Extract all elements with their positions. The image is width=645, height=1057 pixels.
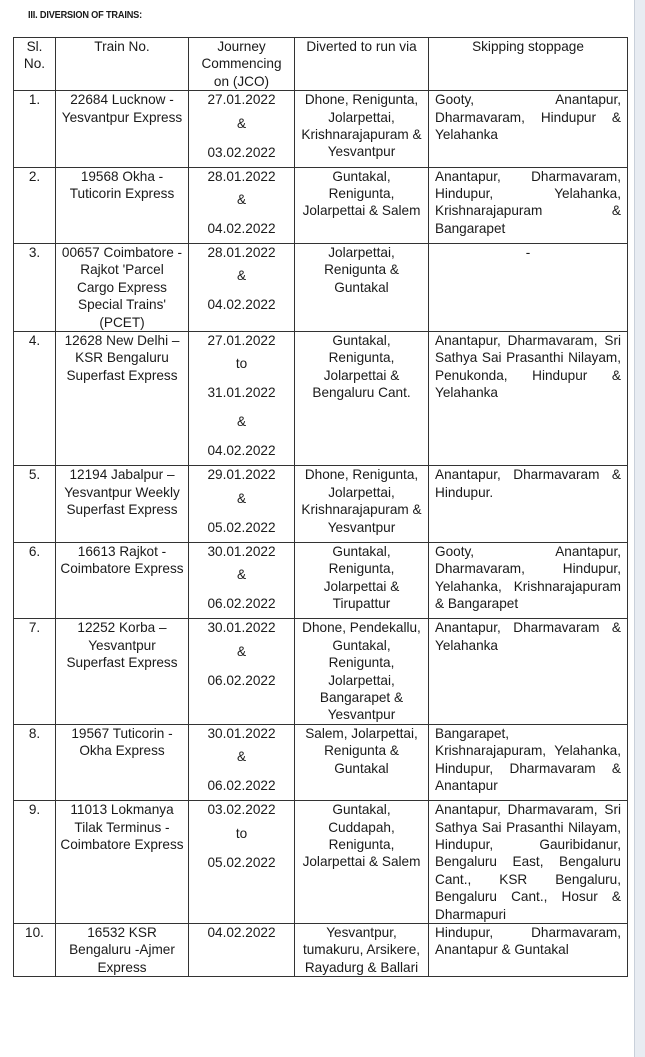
cell-train: 12628 New Delhi – KSR Bengaluru Superfast Express (56, 332, 189, 466)
cell-train: 19567 Tuticorin - Okha Express (56, 724, 189, 800)
cell-skipping-stoppage: Anantapur, Dharmavaram, Hindupur, Yelahanka, Krishnarajapuram & Bangarapet (429, 167, 628, 243)
jco-line: 29.01.2022 (207, 467, 276, 483)
cell-train: 19568 Okha - Tuticorin Express (56, 167, 189, 243)
diversion-table (13, 37, 628, 977)
jco-line: 05.02.2022 (207, 519, 276, 535)
header-jco: Journey Commencing on (JCO) (189, 38, 295, 91)
header-sl-no: Sl. No. (14, 38, 56, 91)
table-row (14, 167, 628, 243)
cell-jco (189, 619, 295, 724)
table-row (14, 466, 628, 542)
cell-jco (189, 801, 295, 924)
jco-line: 27.01.2022 (207, 333, 276, 349)
cell-jco (189, 167, 295, 243)
cell-jco (189, 923, 295, 976)
jco-line: 06.02.2022 (207, 672, 276, 688)
cell-diverted-via: Jolarpettai, Renigunta & Guntakal (295, 244, 429, 332)
jco-line: 03.02.2022 (207, 144, 276, 160)
cell-diverted-via: Dhone, Pendekallu, Guntakal, Renigunta, Jolarpettai, Bangarapet & Yesvantpur (295, 619, 429, 724)
table-row (14, 244, 628, 332)
cell-sl-no: 8. (14, 724, 56, 800)
cell-skipping-stoppage: Hindupur, Dharmavaram, Anantapur & Guntakal (429, 923, 628, 976)
table-row (14, 542, 628, 618)
cell-sl-no: 6. (14, 542, 56, 618)
jco-line: 31.01.2022 (207, 385, 276, 401)
cell-jco (189, 91, 295, 167)
section-heading: III. DIVERSION OF TRAINS: (28, 10, 142, 21)
jco-line: 30.01.2022 (207, 543, 276, 559)
jco-line: & (236, 115, 247, 131)
cell-jco (189, 244, 295, 332)
jco-line: 04.02.2022 (207, 297, 276, 313)
jco-line: 04.02.2022 (207, 443, 276, 459)
cell-sl-no: 10. (14, 923, 56, 976)
jco-line: & (236, 567, 247, 583)
jco-line: 28.01.2022 (207, 245, 276, 261)
cell-diverted-via: Guntakal, Renigunta, Jolarpettai & Tirupattur (295, 542, 429, 618)
cell-jco (189, 542, 295, 618)
jco-line: 30.01.2022 (207, 725, 276, 741)
jco-line: & (236, 490, 247, 506)
table-row (14, 801, 628, 924)
cell-diverted-via: Guntakal, Renigunta, Jolarpettai & Bengaluru Cant. (295, 332, 429, 466)
cell-skipping-stoppage: Anantapur, Dharmavaram & Hindupur. (429, 466, 628, 542)
cell-train: 12194 Jabalpur – Yesvantpur Weekly Superfast Express (56, 466, 189, 542)
cell-skipping-stoppage: Anantapur, Dharmavaram, Sri Sathya Sai Prasanthi Nilayam, Penukonda, Hindupur & Yelahanka (429, 332, 628, 466)
cell-skipping-stoppage: Anantapur, Dharmavaram & Yelahanka (429, 619, 628, 724)
jco-line: 04.02.2022 (207, 924, 276, 940)
cell-skipping-stoppage: - (429, 244, 628, 332)
header-train-no: Train No. (56, 38, 189, 91)
cell-diverted-via: Yesvantpur, tumakuru, Arsikere, Rayadurg & Ballari (295, 923, 429, 976)
jco-line: 30.01.2022 (207, 620, 276, 636)
cell-diverted-via: Dhone, Renigunta, Jolarpettai, Krishnarajapuram & Yesvantpur (295, 91, 429, 167)
table-row (14, 332, 628, 466)
cell-train: 11013 Lokmanya Tilak Terminus - Coimbatore Express (56, 801, 189, 924)
cell-sl-no: 9. (14, 801, 56, 924)
cell-train: 22684 Lucknow - Yesvantpur Express (56, 91, 189, 167)
cell-diverted-via: Dhone, Renigunta, Jolarpettai, Krishnarajapuram & Yesvantpur (295, 466, 429, 542)
cell-sl-no: 5. (14, 466, 56, 542)
cell-jco (189, 332, 295, 466)
jco-line: & (236, 192, 247, 208)
table-body (14, 91, 628, 977)
jco-line: & (236, 749, 247, 765)
header-skipping-stoppage: Skipping stoppage (429, 38, 628, 91)
cell-train: 12252 Korba – Yesvantpur Superfast Express (56, 619, 189, 724)
cell-sl-no: 2. (14, 167, 56, 243)
cell-sl-no: 7. (14, 619, 56, 724)
jco-line: & (236, 643, 247, 659)
jco-line: 06.02.2022 (207, 596, 276, 612)
cell-train: 16613 Rajkot - Coimbatore Express (56, 542, 189, 618)
jco-line: 27.01.2022 (207, 92, 276, 108)
jco-line: & (236, 268, 247, 284)
jco-line: to (235, 825, 248, 841)
jco-line: 04.02.2022 (207, 221, 276, 237)
table-row (14, 619, 628, 724)
jco-line: 06.02.2022 (207, 778, 276, 794)
cell-diverted-via: Salem, Jolarpettai, Renigunta & Guntakal (295, 724, 429, 800)
cell-skipping-stoppage: Bangarapet, Krishnarajapuram, Yelahanka, Hindupur, Dharmavaram & Anantapur (429, 724, 628, 800)
scrollbar[interactable] (634, 0, 645, 1057)
cell-skipping-stoppage: Anantapur, Dharmavaram, Sri Sathya Sai Prasanthi Nilayam, Hindupur, Gauribidanur, Bengaluru East, Bengaluru Cant., KSR Bengaluru, Bengaluru Cant., Hosur & Dharmapuri (429, 801, 628, 924)
cell-diverted-via: Guntakal, Cuddapah, Renigunta, Jolarpettai & Salem (295, 801, 429, 924)
cell-skipping-stoppage: Gooty, Anantapur, Dharmavaram, Hindupur, Yelahanka, Krishnarajapuram & Bangarapet (429, 542, 628, 618)
cell-sl-no: 3. (14, 244, 56, 332)
cell-sl-no: 4. (14, 332, 56, 466)
cell-jco (189, 724, 295, 800)
jco-line: 05.02.2022 (207, 854, 276, 870)
cell-diverted-via: Guntakal, Renigunta, Jolarpettai & Salem (295, 167, 429, 243)
jco-line: & (236, 414, 247, 430)
header-diverted-via: Diverted to run via (295, 38, 429, 91)
jco-line: 28.01.2022 (207, 168, 276, 184)
jco-line: 03.02.2022 (207, 802, 276, 818)
table-row (14, 91, 628, 167)
cell-sl-no: 1. (14, 91, 56, 167)
jco-line: to (235, 356, 248, 372)
table-row (14, 724, 628, 800)
cell-train: 16532 KSR Bengaluru -Ajmer Express (56, 923, 189, 976)
table-row (14, 923, 628, 976)
cell-train: 00657 Coimbatore - Rajkot 'Parcel Cargo Express Special Trains' (PCET) (56, 244, 189, 332)
cell-jco (189, 466, 295, 542)
table-header-row (14, 38, 628, 91)
cell-skipping-stoppage: Gooty, Anantapur, Dharmavaram, Hindupur & Yelahanka (429, 91, 628, 167)
